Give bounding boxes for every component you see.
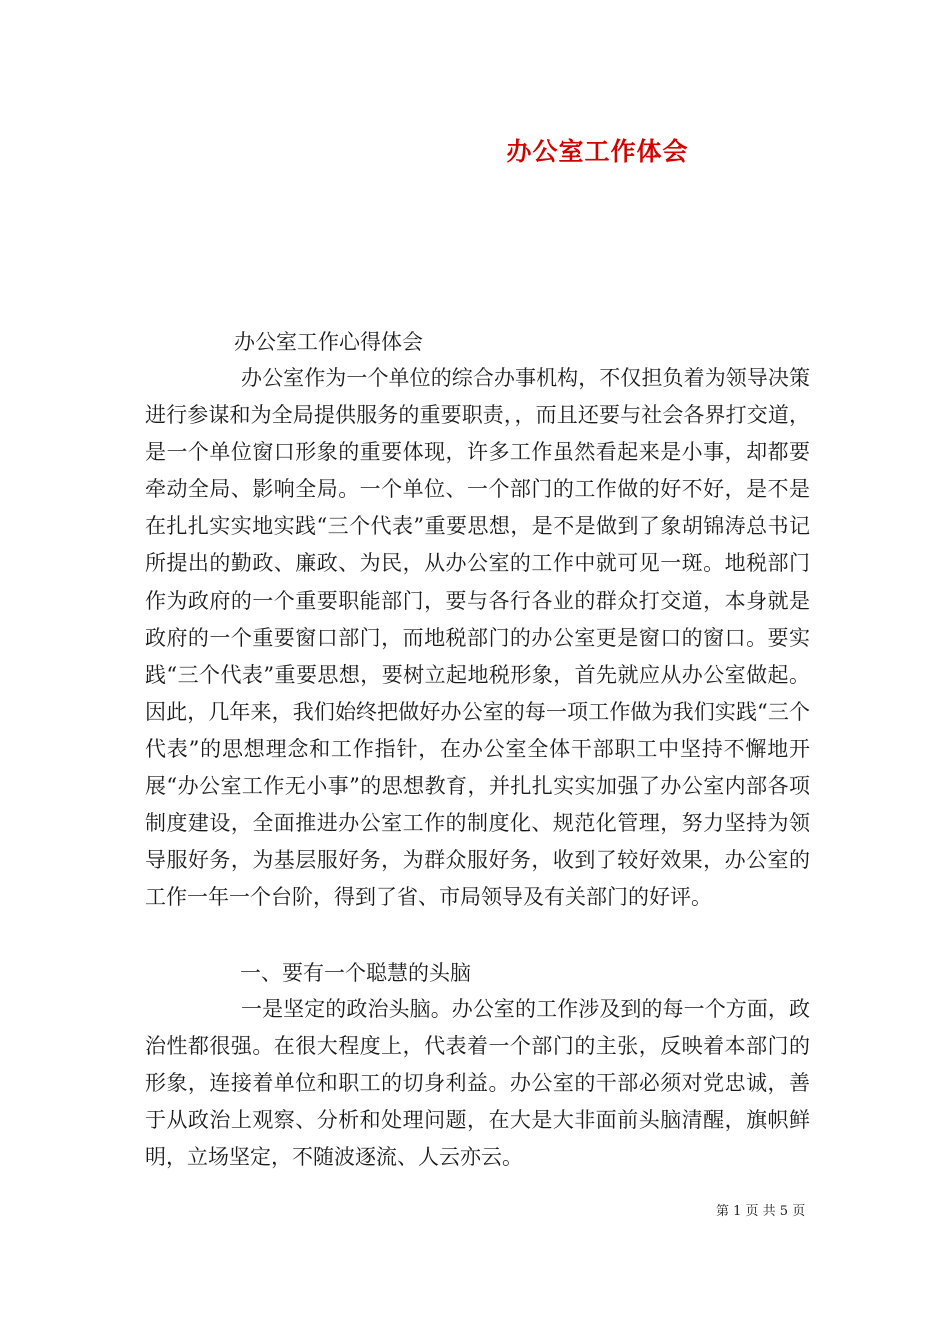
page-number-footer: 第 1 页 共 5 页 bbox=[716, 1204, 806, 1219]
body-paragraph-1: 办公室作为一个单位的综合办事机构，不仅担负着为领导决策进行参谋和为全局提供服务的重要职责，，而且还要与社会各界打交道，是一个单位窗口形象的重要体现，许多工作虽然看起来是小事，却都要牵动全局、影响全局。一个单位、一个部门的工作做的好不好，是不是在扎扎实实地实践“三个代表”重要思想，是不是做到了象胡锦涛总书记所提出的勤政、廉政、为民，从办公室的工作中就可见一斑。地税部门作为政府的一个重要职能部门，要与各行各业的群众打交道，本身就是政府的一个重要窗口部门，而地税部门的办公室更是窗口的窗口。要实践“三个代表”重要思想，要树立起地税形象，首先就应从办公室做起。因此，几年来，我们始终把做好办公室的每一项工作做为我们实践“三个代表”的思想理念和工作指针，在办公室全体干部职工中坚持不懈地开展“办公室工作无小事”的思想教育，并扎扎实实加强了办公室内部各项制度建设，全面推进办公室工作的制度化、规范化管理，努力坚持为领导服好务，为基层服好务，为群众服好务，收到了较好效果，办公室的工作一年一个台阶，得到了省、市局领导及有关部门的好评。 bbox=[145, 366, 810, 910]
section-heading-1: 一、要有一个聪慧的头脑 bbox=[240, 961, 471, 985]
document-subtitle: 办公室工作心得体会 bbox=[234, 330, 423, 354]
body-paragraph-2: 一是坚定的政治头脑。办公室的工作涉及到的每一个方面，政治性都很强。在很大程度上，代表着一个部门的主张，反映着本部门的形象，连接着单位和职工的切身利益。办公室的干部必须对党忠诚，善于从政治上观察、分析和处理问题，在大是大非面前头脑清醒，旗帜鲜明，立场坚定，不随波逐流、人云亦云。 bbox=[145, 997, 810, 1170]
document-title: 办公室工作体会 bbox=[506, 137, 689, 166]
